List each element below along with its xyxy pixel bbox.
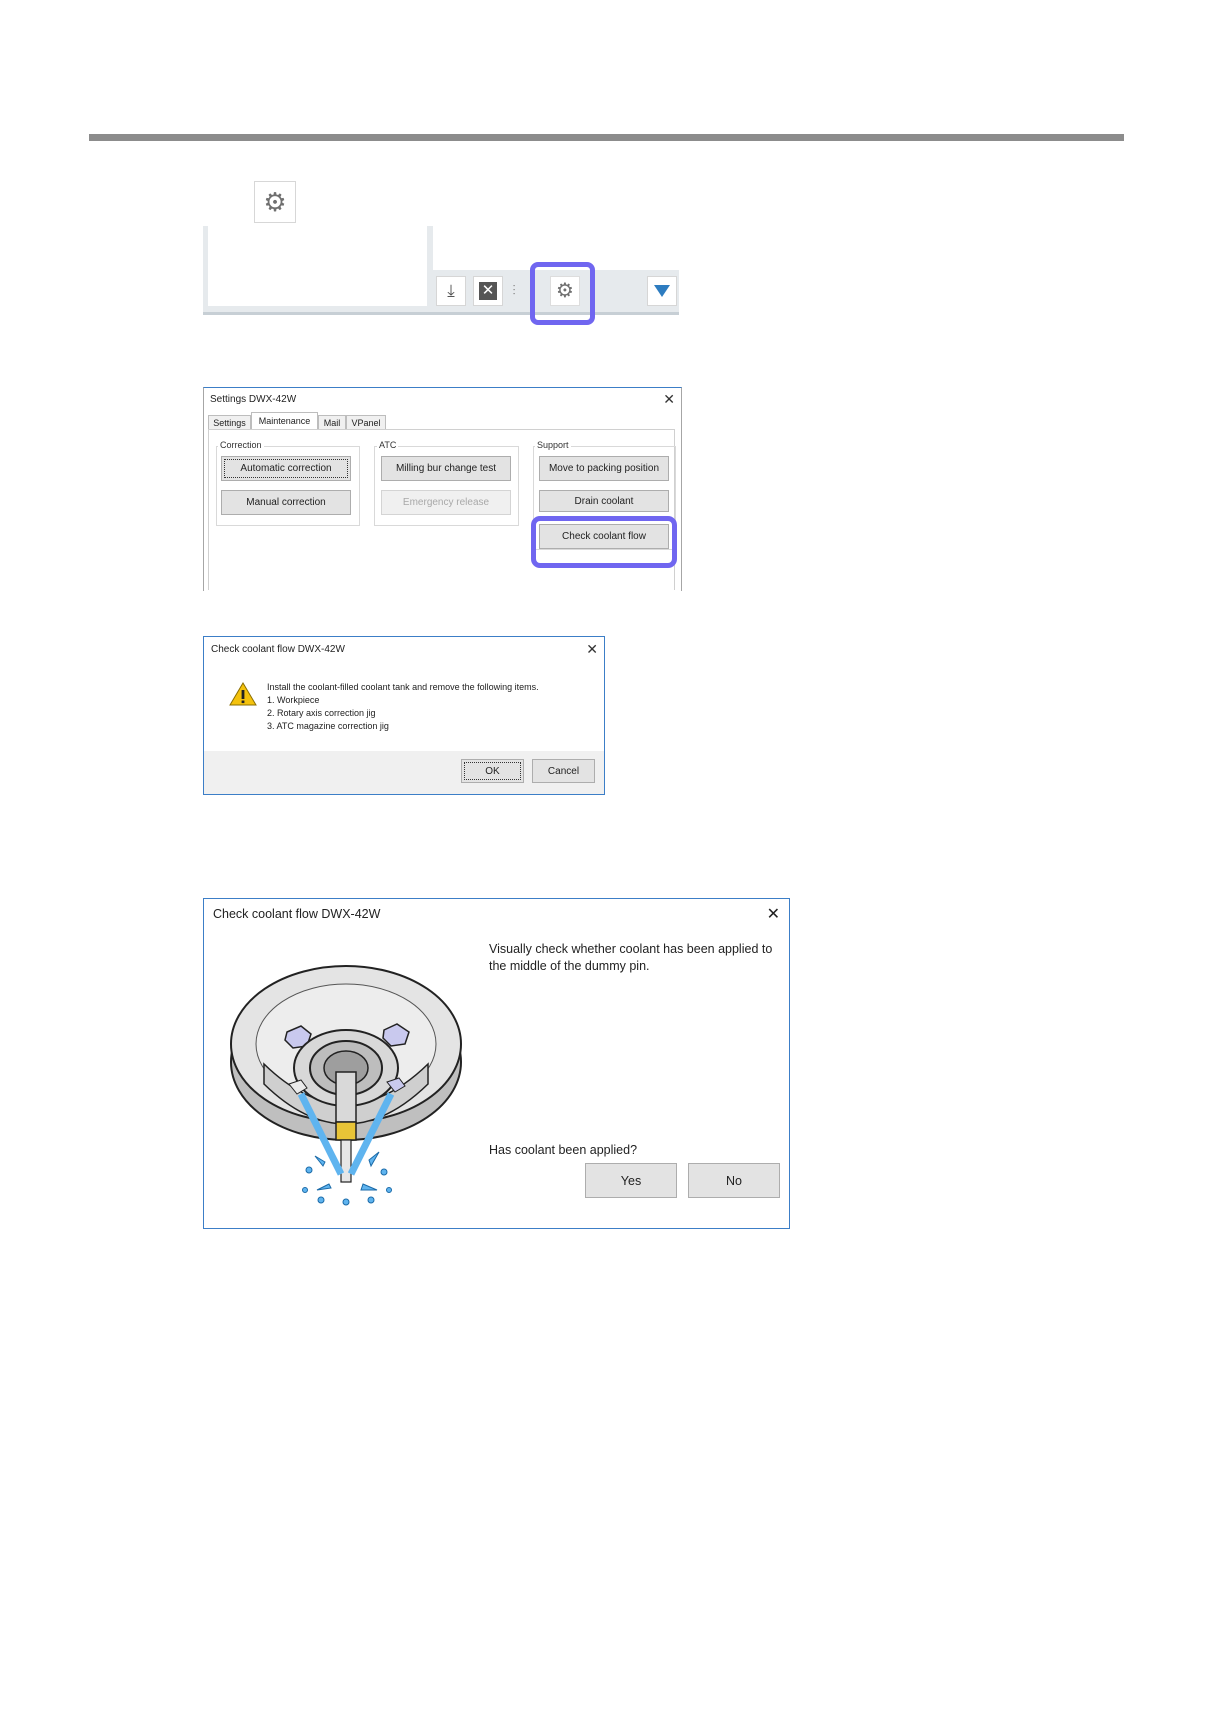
confirm-item-3: 3. ATC magazine correction jig (267, 721, 389, 731)
check-coolant-flow-highlight (531, 516, 677, 568)
check-dialog-title: Check coolant flow DWX-42W (213, 907, 381, 921)
check-question: Has coolant been applied? (489, 1143, 638, 1157)
correction-group-label: Correction (220, 440, 262, 450)
close-icon[interactable]: ✕ (663, 391, 675, 407)
move-to-packing-position-button[interactable]: Move to packing position (539, 456, 669, 481)
close-icon[interactable]: ✕ (766, 906, 780, 923)
import-button[interactable] (436, 276, 466, 306)
ok-button[interactable]: OK (461, 759, 524, 783)
partial-icon: ⫶ (512, 281, 516, 298)
warning-icon (229, 682, 257, 706)
tab-settings[interactable]: Settings (208, 415, 251, 430)
logo-icon (654, 285, 670, 297)
support-group-label: Support (537, 440, 569, 450)
tab-mail[interactable]: Mail (318, 415, 346, 430)
left-pane (208, 226, 427, 306)
delete-icon: ✕ (479, 282, 497, 300)
confirm-item-2: 2. Rotary axis correction jig (267, 708, 376, 718)
drain-coolant-button[interactable]: Drain coolant (539, 490, 669, 512)
gear-highlight (530, 262, 595, 325)
gear-icon: ⚙ (263, 187, 287, 217)
confirm-dialog-title: Check coolant flow DWX-42W (211, 644, 345, 655)
confirm-message: Install the coolant-filled coolant tank and remove the following items. (267, 682, 539, 692)
confirm-dialog (203, 636, 605, 795)
partial-button[interactable] (509, 276, 519, 304)
delete-button[interactable] (473, 276, 503, 306)
tab-vpanel[interactable]: VPanel (346, 415, 386, 430)
emergency-release-button[interactable]: Emergency release (381, 490, 511, 515)
confirm-item-1: 1. Workpiece (267, 695, 320, 705)
yes-button[interactable]: Yes (585, 1163, 677, 1198)
automatic-correction-button[interactable]: Automatic correction (221, 456, 351, 481)
settings-dialog-title: Settings DWX-42W (210, 394, 297, 405)
cancel-button[interactable]: Cancel (532, 759, 595, 783)
check-instruction: Visually check whether coolant has been applied to the middle of the dummy pin. (489, 942, 773, 973)
app-logo-button[interactable] (647, 276, 677, 306)
gear-icon: ⚙ (556, 280, 574, 302)
header-rule (89, 134, 1124, 141)
toolbar-strip (203, 226, 679, 315)
strip-bottom-line (203, 312, 679, 315)
spindle-coolant-illustration (229, 944, 464, 1209)
check-coolant-flow-button[interactable]: Check coolant flow (539, 524, 669, 549)
atc-group-label: ATC (379, 440, 397, 450)
check-coolant-dialog (203, 898, 790, 1229)
settings-gear-button[interactable] (254, 181, 296, 223)
import-icon: ⤓ (447, 281, 455, 300)
no-button[interactable]: No (688, 1163, 780, 1198)
milling-bur-change-test-button[interactable]: Milling bur change test (381, 456, 511, 481)
manual-correction-button[interactable]: Manual correction (221, 490, 351, 515)
tab-maintenance[interactable]: Maintenance (251, 412, 318, 430)
close-icon[interactable]: ✕ (586, 641, 598, 657)
